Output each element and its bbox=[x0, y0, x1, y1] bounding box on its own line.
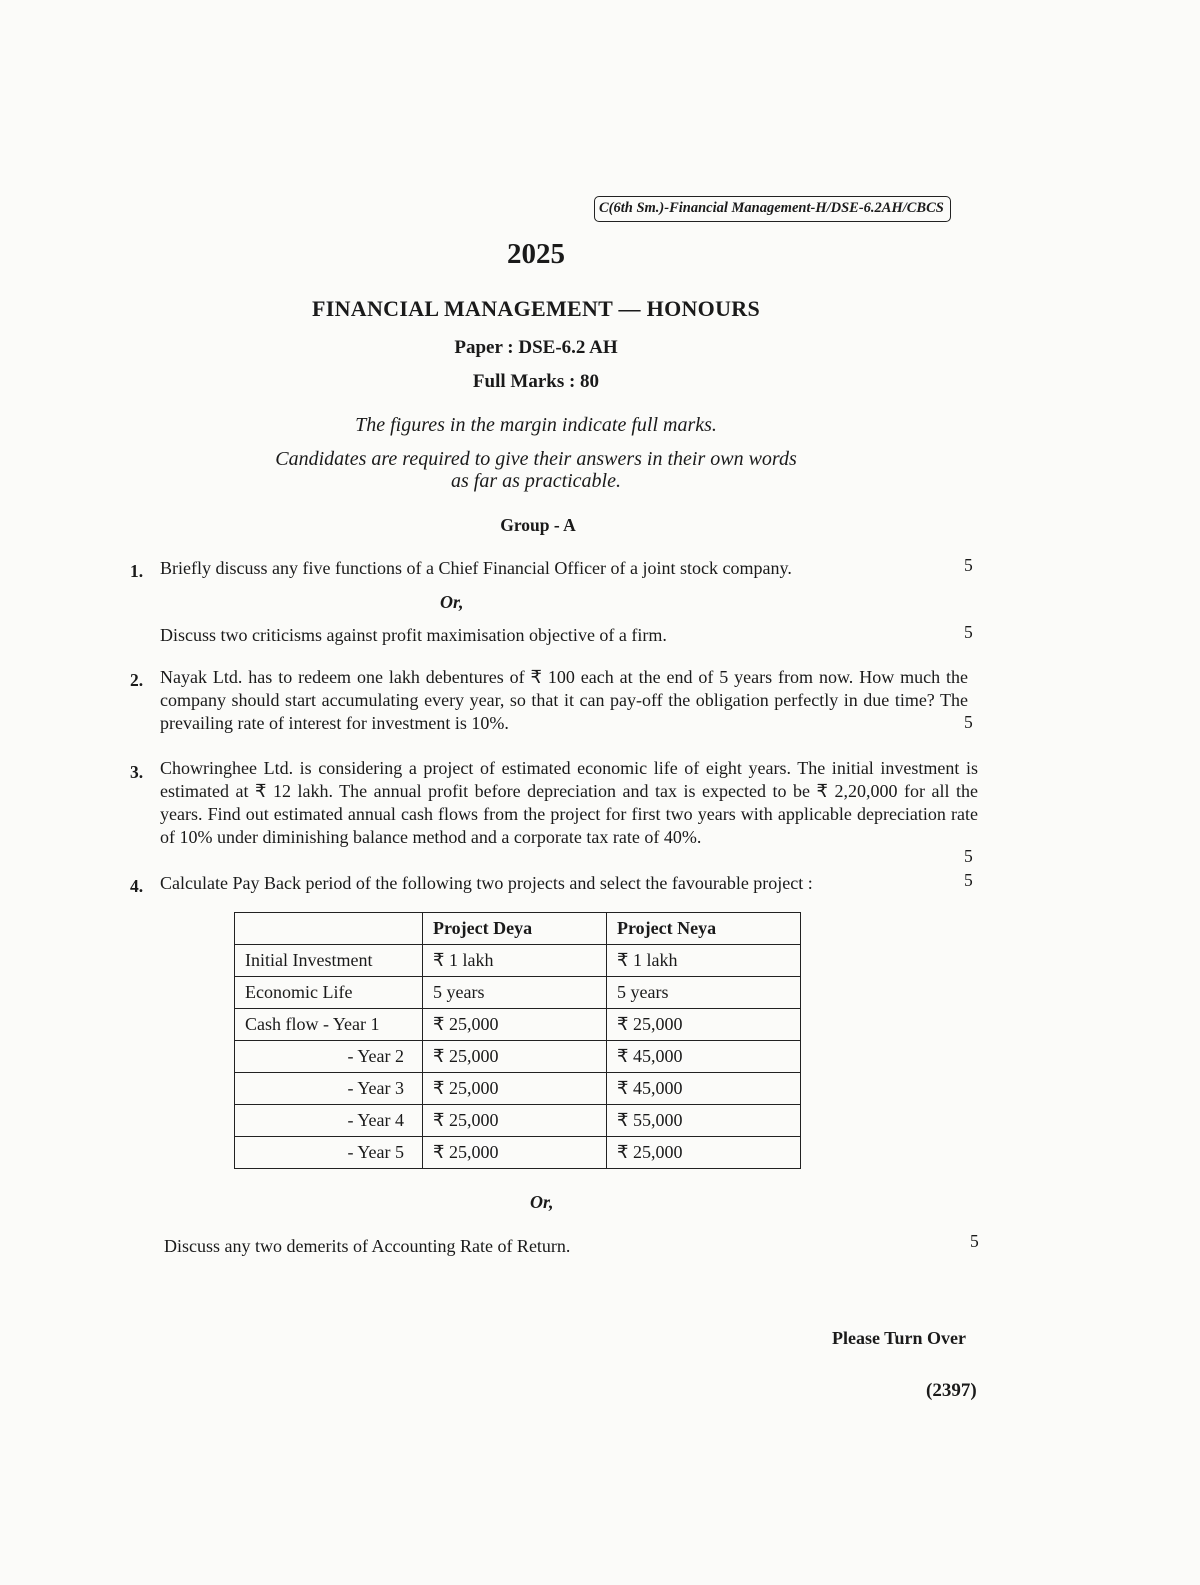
paper-label: Paper : DSE-6.2 AH bbox=[454, 337, 618, 358]
group-heading: Group - A bbox=[500, 515, 576, 535]
table-cell: Economic Life bbox=[235, 977, 423, 1009]
question-1-number: 1. bbox=[130, 561, 144, 581]
question-1-alt-marks: 5 bbox=[964, 622, 973, 642]
instruction-marks: The figures in the margin indicate full marks. bbox=[355, 414, 717, 436]
question-4-number: 4. bbox=[130, 876, 144, 896]
table-row bbox=[235, 945, 801, 977]
question-3-marks: 5 bbox=[964, 846, 973, 866]
instruction-practicable: as far as practicable. bbox=[451, 470, 621, 492]
table-cell: Initial Investment bbox=[235, 945, 423, 977]
question-2-text: Nayak Ltd. has to redeem one lakh debentures of ₹ 100 each at the end of 5 years from now. How much the company should start accumulating every year, so that it can pay-off the obligation perfectly in due time? The prevailing rate of interest for investment is 10%. bbox=[160, 667, 968, 733]
table-cell: ₹ 25,000 bbox=[607, 1137, 801, 1169]
table-row bbox=[235, 1105, 801, 1137]
subject-title: FINANCIAL MANAGEMENT — HONOURS bbox=[311, 296, 760, 321]
question-1-or: Or, bbox=[440, 592, 464, 612]
question-4-or: Or, bbox=[530, 1192, 554, 1212]
please-turn-over: Please Turn Over bbox=[832, 1328, 966, 1348]
instruction-own-words: Candidates are required to give their answers in their own words bbox=[275, 448, 797, 470]
table-row bbox=[235, 1073, 801, 1105]
table-cell: ₹ 55,000 bbox=[607, 1105, 801, 1137]
table-cell: - Year 4 bbox=[235, 1105, 423, 1137]
table-row bbox=[235, 977, 801, 1009]
paper-code-box: C(6th Sm.)-Financial Management-H/DSE-6.2AH/CBCS bbox=[594, 196, 951, 222]
table-cell: ₹ 25,000 bbox=[423, 1073, 607, 1105]
table-cell: ₹ 1 lakh bbox=[607, 945, 801, 977]
table-row bbox=[235, 1009, 801, 1041]
question-2-number: 2. bbox=[130, 670, 144, 690]
table-header-deya: Project Deya bbox=[423, 913, 607, 945]
table-cell: Cash flow - Year 1 bbox=[235, 1009, 423, 1041]
table-cell: - Year 5 bbox=[235, 1137, 423, 1169]
table-header-blank bbox=[235, 913, 423, 945]
table-header-neya: Project Neya bbox=[607, 913, 801, 945]
paper-number: (2397) bbox=[926, 1380, 977, 1401]
table-cell: 5 years bbox=[607, 977, 801, 1009]
table-cell: ₹ 25,000 bbox=[423, 1009, 607, 1041]
question-1-text: Briefly discuss any five functions of a Chief Financial Officer of a joint stock company. bbox=[160, 558, 792, 578]
table-cell: ₹ 1 lakh bbox=[423, 945, 607, 977]
table-cell: ₹ 25,000 bbox=[607, 1009, 801, 1041]
full-marks: Full Marks : 80 bbox=[472, 371, 600, 392]
question-1-marks: 5 bbox=[964, 555, 973, 575]
table-row bbox=[235, 1041, 801, 1073]
question-3-number: 3. bbox=[130, 762, 144, 782]
question-1-alt-text: Discuss two criticisms against profit maximisation objective of a firm. bbox=[160, 625, 667, 645]
table-cell: ₹ 45,000 bbox=[607, 1073, 801, 1105]
table-cell: ₹ 45,000 bbox=[607, 1041, 801, 1073]
question-4-alt-text: Discuss any two demerits of Accounting Rate of Return. bbox=[164, 1236, 571, 1256]
table-row bbox=[235, 1137, 801, 1169]
table-cell: - Year 3 bbox=[235, 1073, 423, 1105]
table-cell: 5 years bbox=[423, 977, 607, 1009]
question-4-alt-marks: 5 bbox=[970, 1231, 979, 1251]
exam-year: 2025 bbox=[507, 238, 565, 270]
question-3-text: Chowringhee Ltd. is considering a project of estimated economic life of eight years. The initial investment is estimated at ₹ 12 lakh. The annual profit before depreciation and tax is expected to be ₹ 2,20,000 for all the years. Find out estimated annual cash flows from the project for first two years with applicable depreciation rate of 10% under diminishing balance method and a corporate tax rate of 40%. bbox=[160, 758, 978, 847]
payback-table bbox=[234, 912, 801, 1169]
table-cell: ₹ 25,000 bbox=[423, 1105, 607, 1137]
table-header-row bbox=[235, 913, 801, 945]
question-4-marks: 5 bbox=[964, 870, 973, 890]
question-4-text: Calculate Pay Back period of the following two projects and select the favourable project : bbox=[160, 873, 813, 893]
table-cell: - Year 2 bbox=[235, 1041, 423, 1073]
table-cell: ₹ 25,000 bbox=[423, 1041, 607, 1073]
question-2-marks: 5 bbox=[964, 712, 973, 732]
table-cell: ₹ 25,000 bbox=[423, 1137, 607, 1169]
